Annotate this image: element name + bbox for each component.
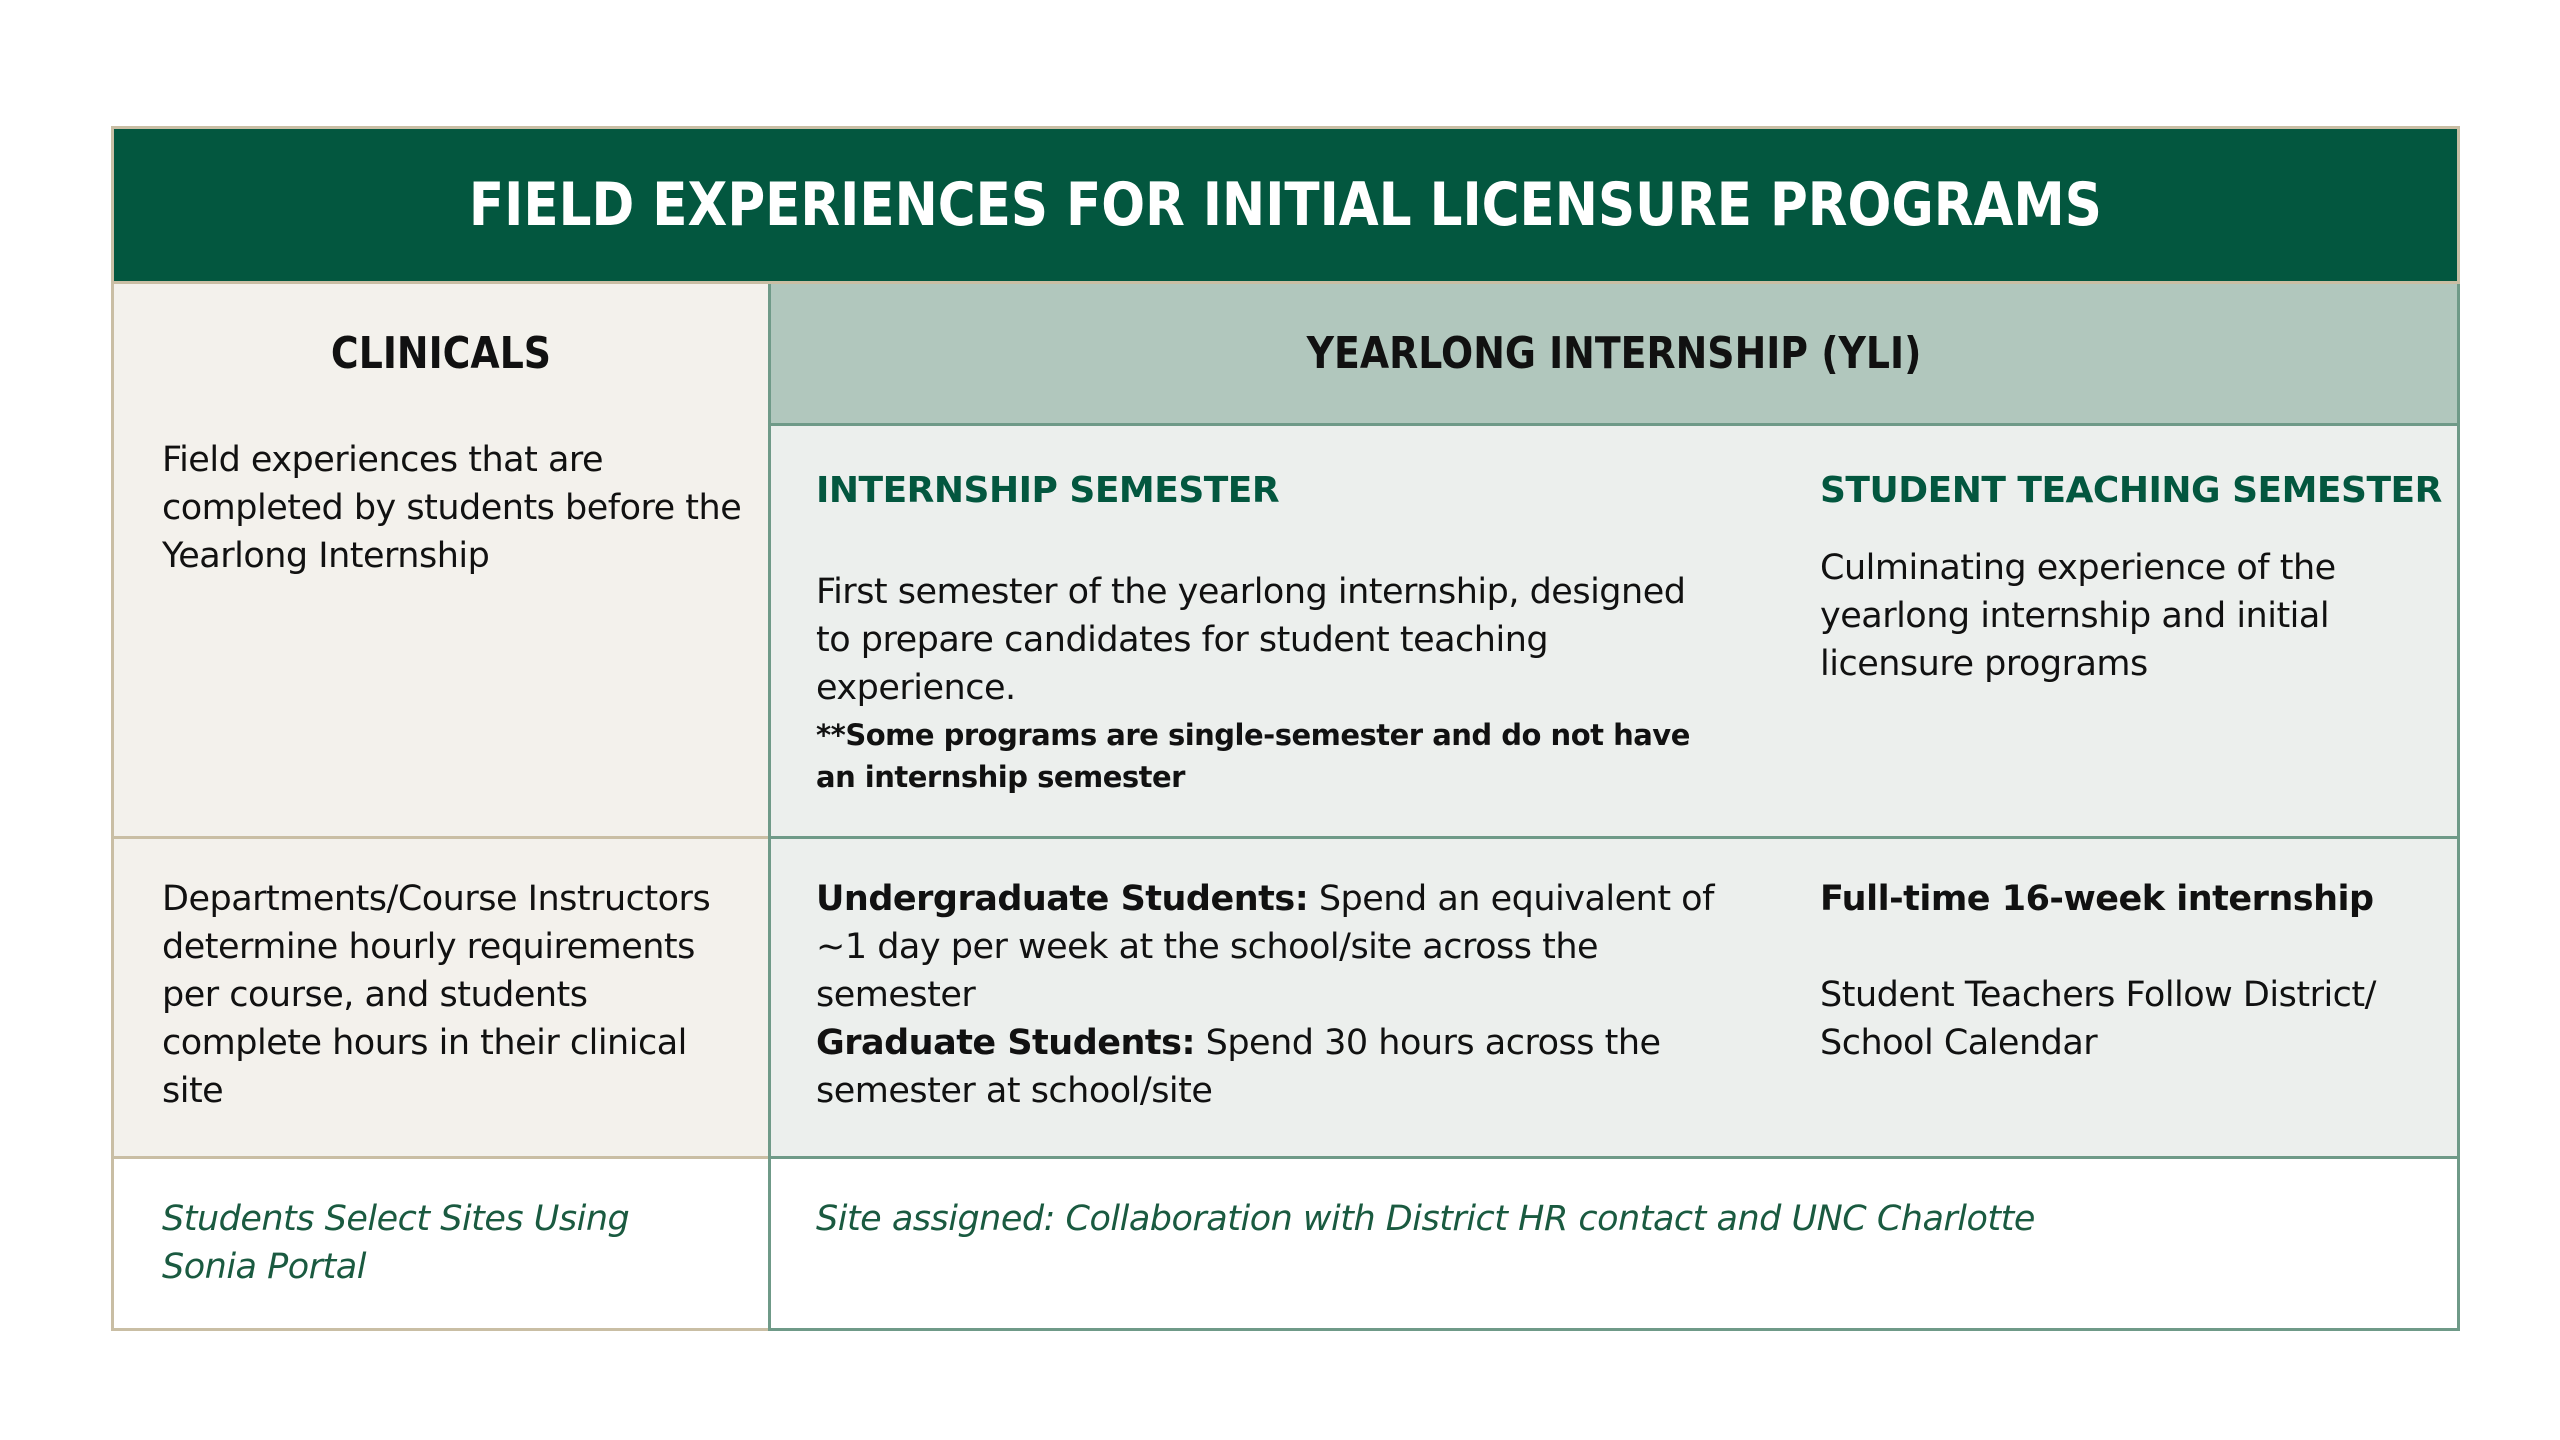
clinicals-hours-cell bbox=[111, 839, 768, 1159]
grad-text: Spend 30 hours across the semester at school/site bbox=[816, 1023, 1661, 1111]
internship-semester-description: First semester of the yearlong internship, designed to prepare candidates for student teaching experience. bbox=[816, 572, 1686, 708]
title-bar bbox=[111, 126, 2460, 284]
student-teaching-semester-heading: STUDENT TEACHING SEMESTER bbox=[1820, 470, 2442, 511]
undergrad-requirement bbox=[816, 875, 1736, 1019]
student-teaching-duration: Full-time 16-week internship bbox=[1820, 879, 2374, 919]
student-teaching-calendar: Student Teachers Follow District/ School Calendar bbox=[1820, 975, 2376, 1063]
yli-heading: YEARLONG INTERNSHIP (YLI) bbox=[1306, 328, 1922, 379]
yli-placement: Site assigned: Collaboration with District HR contact and UNC Charlotte bbox=[816, 1199, 2035, 1239]
internship-semester-cell bbox=[768, 426, 1778, 839]
yli-placement-cell bbox=[768, 1159, 2460, 1331]
clinicals-description: Field experiences that are completed by students before the Yearlong Internship bbox=[162, 440, 742, 576]
clinicals-heading: CLINICALS bbox=[330, 328, 552, 379]
clinicals-placement: Students Select Sites Using Sonia Portal bbox=[162, 1199, 630, 1287]
internship-semester-note: **Some programs are single-semester and do not have an internship semester bbox=[816, 718, 1690, 794]
grad-label: Graduate Students: bbox=[816, 1023, 1195, 1063]
yli-header-cell bbox=[768, 284, 2460, 426]
internship-semester-heading: INTERNSHIP SEMESTER bbox=[816, 470, 1280, 511]
student-teaching-semester-cell bbox=[1775, 426, 2460, 839]
student-teaching-semester-description: Culminating experience of the yearlong internship and initial licensure programs bbox=[1820, 548, 2336, 684]
internship-hours-cell bbox=[768, 839, 1778, 1159]
clinicals-hours: Departments/Course Instructors determine hourly requirements per course, and students complete hours in their clinical site bbox=[162, 879, 711, 1111]
field-experiences-table bbox=[111, 126, 2460, 1331]
student-teaching-hours-cell bbox=[1775, 839, 2460, 1159]
grad-requirement bbox=[816, 1019, 1736, 1115]
undergrad-text: Spend an equivalent of ~1 day per week at the school/site across the semester bbox=[816, 879, 1714, 1015]
page-title: FIELD EXPERIENCES FOR INITIAL LICENSURE PROGRAMS bbox=[468, 170, 2102, 240]
clinicals-placement-cell bbox=[111, 1159, 768, 1331]
clinicals-description-cell bbox=[111, 284, 768, 839]
undergrad-label: Undergraduate Students: bbox=[816, 879, 1309, 919]
